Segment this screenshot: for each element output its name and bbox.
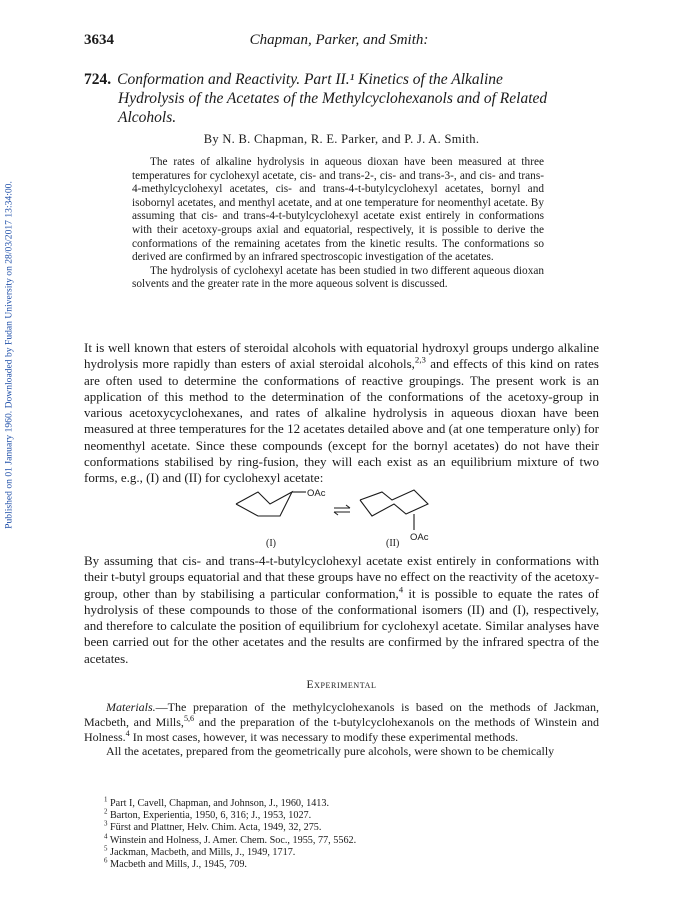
footnote-text: Winstein and Holness, J. Amer. Chem. Soc., 1955, 77, 5562.: [109, 834, 357, 846]
materials-section: [84, 700, 599, 759]
analysis-paragraph: [84, 553, 599, 667]
footnote: [104, 798, 599, 810]
footnotes: [104, 798, 599, 871]
page-header: [84, 32, 594, 50]
page-number: 3634: [84, 32, 114, 48]
footnote: [104, 822, 599, 834]
abstract-paragraph-2: The hydrolysis of cyclohexyl acetate has been studied in two different aqueous dioxan solvents and the greater rate in the more aqueous solvent is discussed.: [132, 264, 544, 291]
chair-conformer-II: [360, 490, 428, 530]
section-heading-experimental: [84, 679, 599, 691]
download-stamp-text: Published on 01 January 1960. Downloaded by Fudan University on 28/03/2017 13:34:00.: [3, 181, 15, 529]
footnote: [104, 835, 599, 847]
materials-label: Materials.: [106, 700, 156, 714]
footnote-number: 2: [104, 808, 108, 816]
materials-text-a: —The preparation of the methylcyclohexanols is based on the methods of Jackman, Macbeth, and Mills,: [84, 700, 599, 729]
citation: 4: [398, 584, 404, 595]
section-heading-text: Experimental: [306, 679, 377, 691]
cyclohexyl-acetate-conformers-diagram: [220, 478, 480, 548]
materials-text-c: In most cases, however, it was necessary to modify these experimental methods.: [129, 729, 519, 744]
oac-equatorial-label: OAc: [307, 488, 326, 499]
article-number: 724.: [84, 71, 112, 88]
equilibrium-arrows: [334, 505, 350, 515]
footnote-text: Macbeth and Mills, J., 1945, 709.: [110, 859, 247, 871]
structure-label-II: (II): [386, 538, 400, 548]
analysis-text-a: By assuming that cis- and trans-4-t-butylcyclohexyl acetate exist entirely in conformations with their t-butyl groups equatorial and that these groups have no effect on the reactivity of the acetoxy-group, other than by stabilising a particular conformation,: [84, 553, 599, 601]
footnote-number: 6: [104, 857, 108, 865]
citation: 4: [125, 728, 130, 738]
download-stamp: [2, 150, 16, 560]
intro-paragraph: [84, 340, 599, 487]
abstract: [132, 156, 544, 292]
oac-axial-label: OAc: [410, 532, 429, 543]
footnote-number: 4: [104, 833, 108, 841]
title-line-3: Alcohols.: [118, 109, 177, 126]
article-title: [84, 70, 599, 127]
footnote-number: 3: [104, 821, 108, 829]
author-line: By N. B. Chapman, R. E. Parker, and P. J. A. Smith.: [203, 132, 480, 146]
footnote-text: Barton, Experientia, 1950, 6, 316; J., 1953, 1027.: [110, 810, 312, 822]
introduction: [84, 340, 599, 487]
abstract-paragraph-1: The rates of alkaline hydrolysis in aqueous dioxan have been measured at three temperatures for cyclohexyl acetate, cis- and trans-2-, cis- and trans-3-, and cis- and trans-4-methylcyclohexyl acetates, cis- and trans-4-t-butylcyclohexyl acetates, bornyl and isobornyl acetates, and menthyl acetate, and at one temperature for neomenthyl acetate. By assuming that cis- and trans-4-t-butylcyclohexyl acetate exist entirely in conformations with their acetoxy-groups axial and equatorial, respectively, it is possible to derive the conformations of the remaining acetates from the kinetic results. The conformations so derived are confirmed by an infrared spectroscopic investigation of the acetates.: [132, 156, 544, 264]
footnote: [104, 859, 599, 871]
chair-conformer-I: [236, 492, 306, 516]
footnote-text: Jackman, Macbeth, and Mills, J., 1949, 1717.: [110, 846, 296, 858]
footnote: [104, 810, 599, 822]
analysis-paragraph-block: [84, 553, 599, 667]
materials-paragraph: [84, 700, 599, 744]
structure-label-I: (I): [266, 538, 276, 548]
running-title: Chapman, Parker, and Smith:: [249, 32, 429, 48]
analysis-text-b: it is possible to equate the rates of hydrolysis of these compounds to those of the conformational isomers (II) and (I), respectively, and therefore to calculate the position of equilibrium for cyclohexyl acetate. Similar analyses have been carried out for the other acetates and the results are confirmed by the infrared spectra of the acetates.: [84, 585, 599, 666]
materials-text-b: and the preparation of the t-butylcyclohexanols on the methods of Winstein and Holness.: [84, 714, 599, 744]
citation: 2,3: [414, 354, 426, 365]
footnote-number: 5: [104, 845, 108, 853]
footnote: [104, 847, 599, 859]
title-line-1: Conformation and Reactivity. Part II.¹ Kinetics of the Alkaline: [117, 71, 503, 88]
title-line-2: Hydrolysis of the Acetates of the Methylcyclohexanols and of Related: [118, 90, 548, 107]
citation: 5,6: [183, 713, 195, 723]
intro-text-b: and effects of this kind on rates are often used to determine the conformations of reactive groupings. The present work is an application of this method to the determination of the conformations of the acetoxy-group in various acetoxycyclohexanes, and rates of alkaline hydrolysis in aqueous dioxan have been measured at three temperatures for the 12 acetates detailed above and (at one temperature only) for neomenthyl acetate. Since these compounds (except for the bornyl acetates) do not have their conformations stabilised by ring-fusion, they will each exist as an equilibrium mixture of two forms, e.g., (I) and (II) for cyclohexyl acetate:: [84, 356, 599, 486]
acetates-paragraph: All the acetates, prepared from the geometrically pure alcohols, were shown to be chemically: [106, 744, 555, 759]
intro-text-a: It is well known that esters of steroidal alcohols with equatorial hydroxyl groups undergo alkaline hydrolysis more rapidly than esters of axial steroidal alcohols,: [84, 340, 599, 372]
footnote-number: 1: [104, 796, 108, 804]
footnote-text: Fürst and Plattner, Helv. Chim. Acta, 1949, 32, 275.: [110, 822, 322, 834]
footnote-text: Part I, Cavell, Chapman, and Johnson, J., 1960, 1413.: [110, 798, 330, 809]
